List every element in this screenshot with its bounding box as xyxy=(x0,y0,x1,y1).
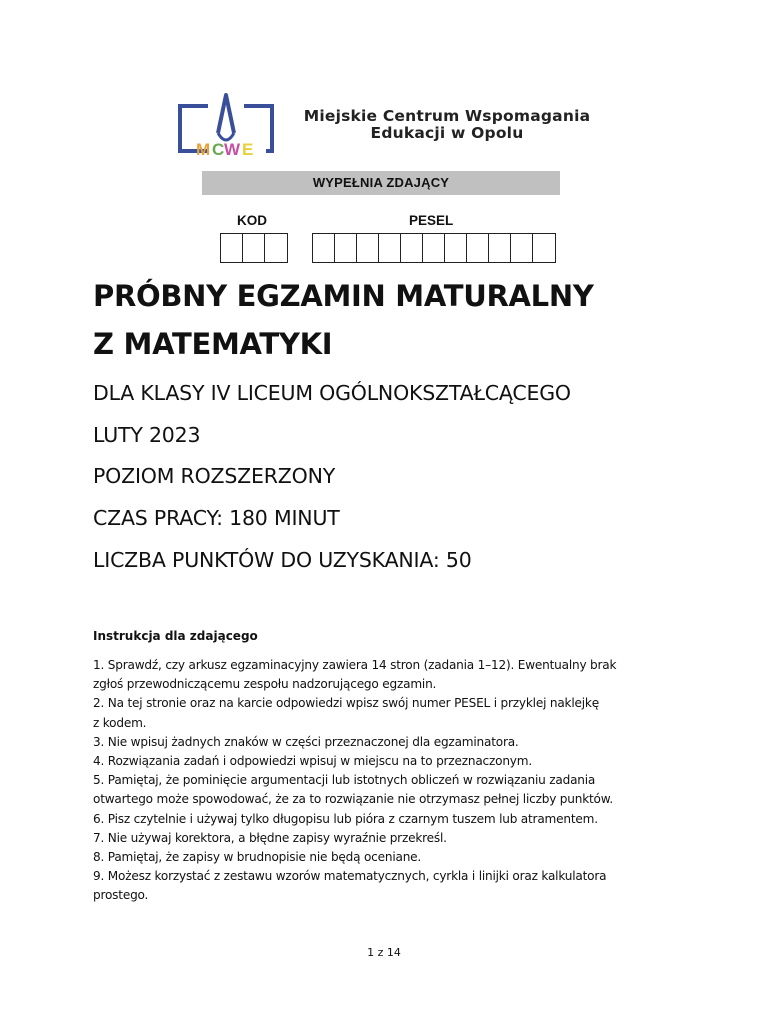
kod-box[interactable] xyxy=(221,234,243,262)
kod-input-boxes[interactable] xyxy=(220,233,288,263)
pesel-box[interactable] xyxy=(489,234,511,262)
svg-text:W: W xyxy=(224,140,241,159)
kod-box[interactable] xyxy=(243,234,265,262)
exam-title xyxy=(93,272,693,368)
mcwe-logo-graphic xyxy=(174,93,278,161)
svg-text:M: M xyxy=(196,140,211,159)
pesel-box[interactable] xyxy=(379,234,401,262)
pesel-box[interactable] xyxy=(357,234,379,262)
instruction-line: 2. Na tej stronie oraz na karcie odpowiedzi wpisz swój numer PESEL i przyklej naklejkę xyxy=(93,696,599,711)
exam-title-line2: Z MATEMATYKI xyxy=(93,327,333,361)
kod-label: KOD xyxy=(237,213,267,228)
instruction-line: 9. Możesz korzystać z zestawu wzorów matematycznych, cyrkla i linijki oraz kalkulatora xyxy=(93,869,607,884)
instruction-line: 3. Nie wpisuj żadnych znaków w części przeznaczonej dla egzaminatora. xyxy=(93,734,519,749)
organization-name xyxy=(282,108,612,142)
instructions-heading: Instrukcja dla zdającego xyxy=(93,629,258,643)
instruction-line: 6. Pisz czytelnie i używaj tylko długopisu lub pióra z czarnym tuszem lub atramentem. xyxy=(93,811,598,826)
exam-date: LUTY 2023 xyxy=(93,423,201,447)
exam-class: DLA KLASY IV LICEUM OGÓLNOKSZTAŁCĄCEGO xyxy=(93,381,571,405)
pesel-box[interactable] xyxy=(445,234,467,262)
pesel-box[interactable] xyxy=(467,234,489,262)
instruction-line: 1. Sprawdź, czy arkusz egzaminacyjny zawiera 14 stron (zadania 1–12). Ewentualny brak xyxy=(93,658,617,672)
instruction-line: 4. Rozwiązania zadań i odpowiedzi wpisuj w miejscu na to przeznaczonym. xyxy=(93,754,532,769)
exam-level: POZIOM ROZSZERZONY xyxy=(93,464,336,488)
exam-points: LICZBA PUNKTÓW DO UZYSKANIA: 50 xyxy=(93,548,472,572)
svg-text:E: E xyxy=(242,140,254,159)
pesel-input-boxes[interactable] xyxy=(312,233,556,263)
exam-title-line1: PRÓBNY EGZAMIN MATURALNY xyxy=(93,279,594,313)
instructions-list xyxy=(93,656,693,906)
instruction-line: z kodem. xyxy=(93,715,147,730)
pesel-box[interactable] xyxy=(511,234,533,262)
pesel-box[interactable] xyxy=(401,234,423,262)
candidate-fill-section-header: WYPEŁNIA ZDAJĄCY xyxy=(202,171,560,195)
instruction-line: prostego. xyxy=(93,888,149,903)
instruction-line: 5. Pamiętaj, że pominięcie argumentacji lub istotnych obliczeń w rozwiązaniu zadania xyxy=(93,773,596,788)
page-number: 1 z 14 xyxy=(367,946,401,959)
instruction-line: 8. Pamiętaj, że zapisy w brudnopisie nie będą oceniane. xyxy=(93,850,422,865)
pesel-box[interactable] xyxy=(313,234,335,262)
pesel-box[interactable] xyxy=(423,234,445,262)
kod-box[interactable] xyxy=(265,234,287,262)
svg-text:C: C xyxy=(212,140,225,159)
pesel-box[interactable] xyxy=(533,234,555,262)
pesel-label: PESEL xyxy=(409,213,454,228)
mcwe-logo xyxy=(174,93,278,161)
instruction-line: zgłoś przewodniczącemu zespołu nadzorującego egzamin. xyxy=(93,677,437,692)
exam-duration: CZAS PRACY: 180 MINUT xyxy=(93,506,340,530)
instruction-line: 7. Nie używaj korektora, a błędne zapisy wyraźnie przekreśl. xyxy=(93,830,447,845)
organization-name-line2: Edukacji w Opolu xyxy=(370,124,524,142)
instruction-line: otwartego może spowodować, że za to rozwiązanie nie otrzymasz pełnej liczby punktów. xyxy=(93,792,613,807)
pesel-box[interactable] xyxy=(335,234,357,262)
organization-name-line1: Miejskie Centrum Wspomagania xyxy=(303,107,591,125)
